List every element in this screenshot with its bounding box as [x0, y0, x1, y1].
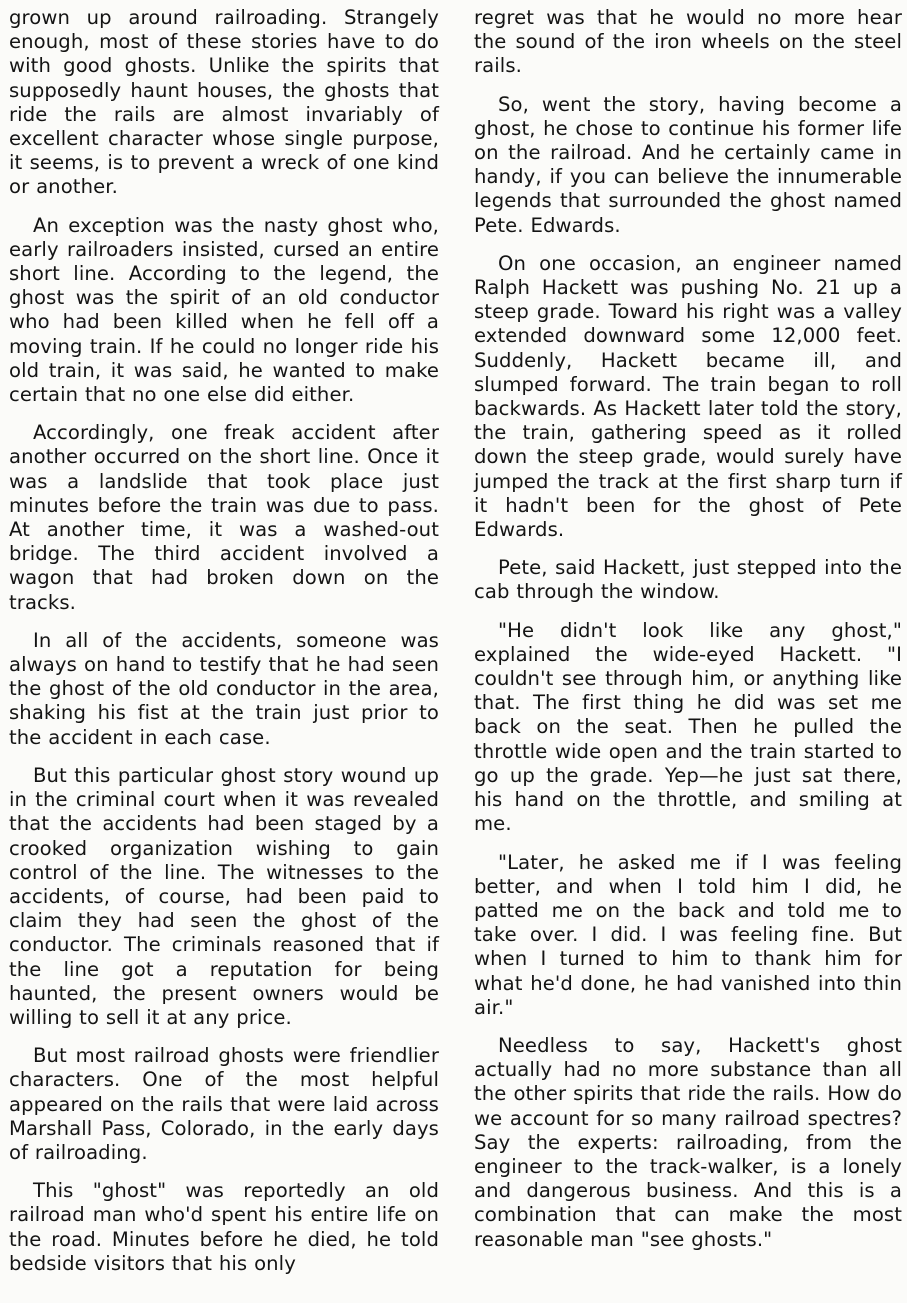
- paragraph: "Later, he asked me if I was feeling better, and when I told him I did, he patted me on the back and told me to take over. I did. I was feeling fine. But when I turned to him to thank him for what he'd done, he had vanished into thin air.": [474, 850, 902, 1019]
- right-column: [474, 6, 902, 1266]
- paragraph: But this particular ghost story wound up in the criminal court when it was revealed that the accidents had been staged by a crooked organization wishing to gain control of the line. The witnesses to the accidents, of course, had been paid to claim they had seen the ghost of the conductor. The criminals reasoned that if the line got a reputation for being haunted, the present owners would be willing to sell it at any price.: [9, 763, 439, 1029]
- paragraph: On one occasion, an engineer named Ralph Hackett was pushing No. 21 up a steep grade. Toward his right was a valley extended downward some 12,000 feet. Suddenly, Hackett became ill, and slumped forward. The train began to roll backwards. As Hackett later told the story, the train, gathering speed as it rolled down the steep grade, would surely have jumped the track at the first sharp turn if it hadn't been for the ghost of Pete Edwards.: [474, 251, 902, 542]
- paragraph: Accordingly, one freak accident after another occurred on the short line. Once it was a landslide that took place just minutes before the train was due to pass. At another time, it was a washed-out bridge. The third accident involved a wagon that had broken down on the tracks.: [9, 421, 439, 614]
- paragraph: In all of the accidents, someone was always on hand to testify that he had seen the ghost of the old conductor in the area, shaking his fist at the train just prior to the accident in each case.: [9, 628, 439, 749]
- paragraph: So, went the story, having become a ghost, he chose to continue his former life on the railroad. And he certainly came in handy, if you can believe the innumerable legends that surrounded the ghost named Pete. Edwards.: [474, 92, 902, 237]
- paragraph: "He didn't look like any ghost," explained the wide-eyed Hackett. "I couldn't see through him, or anything like that. The first thing he did was set me back on the seat. Then he pulled the throttle wide open and the train started to go up the grade. Yep—he just sat there, his hand on the throttle, and smiling at me.: [474, 618, 902, 836]
- paragraph: Needless to say, Hackett's ghost actually had no more substance than all the other spirits that ride the rails. How do we account for so many railroad spectres? Say the experts: railroading, from the engineer to the track-walker, is a lonely and dangerous business. And this is a combination that can make the most reasonable man "see ghosts.": [474, 1033, 902, 1251]
- paragraph: An exception was the nasty ghost who, early railroaders insisted, cursed an entire short line. According to the legend, the ghost was the spirit of an old conductor who had been killed when he fell off a moving train. If he could no longer ride his old train, it was said, he wanted to make certain that no one else did either.: [9, 213, 439, 407]
- paragraph: grown up around railroading. Strangely enough, most of these stories have to do with good ghosts. Unlike the spirits that supposedly haunt houses, the ghosts that ride the rails are almost invariably of excellent character whose single purpose, it seems, is to prevent a wreck of one kind or another.: [9, 6, 439, 199]
- paragraph: regret was that he would no more hear the sound of the iron wheels on the steel rails.: [474, 6, 902, 78]
- left-column: [9, 6, 439, 1290]
- paragraph: Pete, said Hackett, just stepped into the cab through the window.: [474, 556, 902, 604]
- paragraph: But most railroad ghosts were friendlier characters. One of the most helpful appeared on the rails that were laid across Marshall Pass, Colorado, in the early days of railroading.: [9, 1044, 439, 1164]
- paragraph: This "ghost" was reportedly an old railroad man who'd spent his entire life on the road. Minutes before he died, he told bedside visitors that his only: [9, 1179, 439, 1275]
